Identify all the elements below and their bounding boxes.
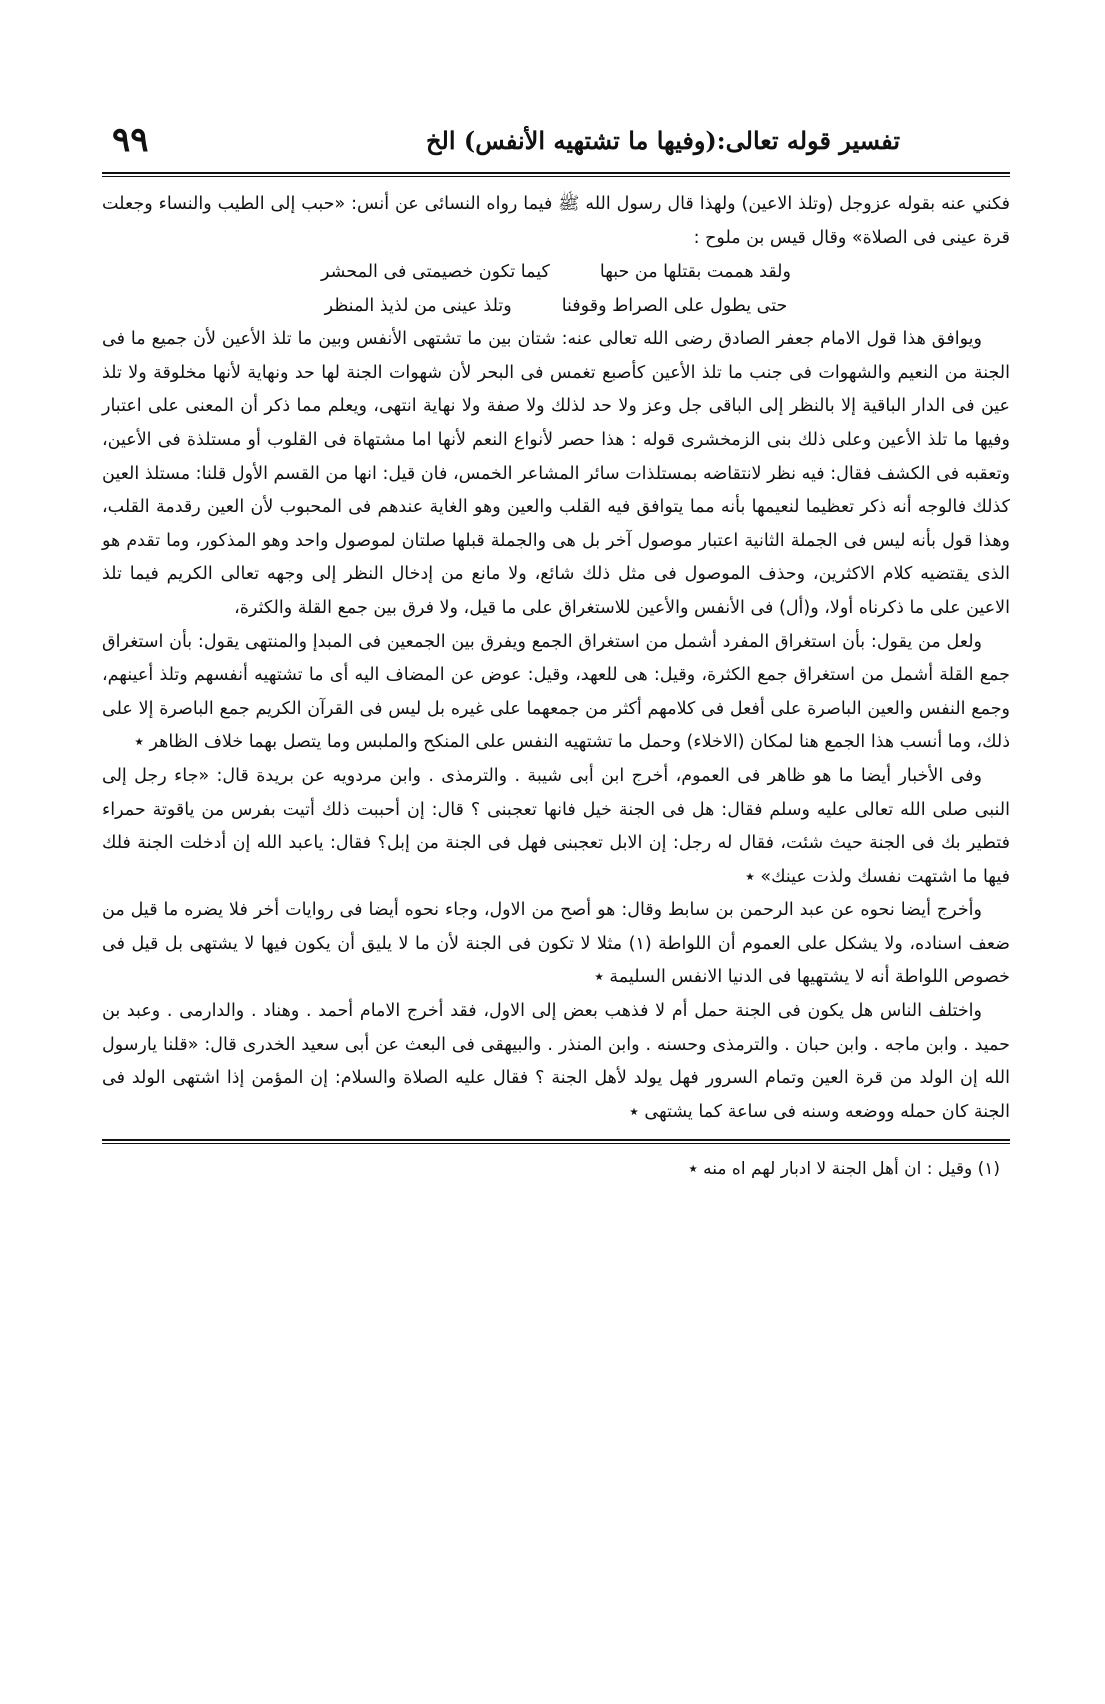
poem-line-1-second-hemistich: كيما تكون خصيمتى فى المحشر	[321, 262, 550, 283]
paragraph-childbirth-in-paradise: واختلف الناس هل يكون فى الجنة حمل أم لا فذهب بعض إلى الاول، فقد أخرج الامام أحمد . وهناد . والدارمى . وعبد بن حميد . وابن ماجه . وابن حبان . والترمذى وحسنه . وابن المنذر . والبيهقى فى البعث عن أبى سعيد الخدرى قال: «قلنا يارسول الله إن الولد من قرة العين وتمام السرور فهل يولد لأهل الجنة ؟ فقال عليه الصلاة والسلام: إن المؤمن إذا اشتهى الولد فى الجنة كان حمله ووضعه وسنه فى ساعة كما يشتهى ٭	[102, 1001, 1010, 1122]
poem-line-2-first-hemistich: حتى يطول على الصراط وقوفنا	[561, 296, 788, 317]
paragraph-hadith-buraydah: وفى الأخبار أيضا ما هو ظاهر فى العموم، أخرج ابن أبى شيبة . والترمذى . وابن مردويه عن بريدة قال: «جاء رجل إلى النبى صلى الله تعالى عليه وسلم فقال: هل فى الجنة خيل فانها تعجبنى ؟ قال: إن أحببت ذلك أتيت بفرس من ياقوتة حمراء فتطير بك فى الجنة حيث شئت، فقال له رجل: إن الابل تعجبنى فهل فى الجنة من إبل؟ فقال: ياعبد الله إن أدخلت الجنة فلك فيها ما اشتهت نفسك ولذت عينك» ٭	[102, 765, 1010, 887]
poem-line-2-second-hemistich: وتلذ عينى من لذيذ المنظر	[324, 296, 512, 317]
paragraph-abd-al-rahman: وأخرج أيضا نحوه عن عبد الرحمن بن سابط وقال: هو أصح من الاول، وجاء نحوه أيضا فى روايات أخر فلا يضره ما قيل من ضعف اسناده، ولا يشكل على العموم أن اللواطة (١) مثلا لا تكون فى الجنة لأن ما لا يليق أن يكون فيها لا يشتهى بل قيل فى خصوص اللواطة أنه لا يشتهيها فى الدنيا الانفس السليمة ٭	[102, 900, 1010, 988]
paragraph-jafar-saying: ويوافق هذا قول الامام جعفر الصادق رضى الله تعالى عنه: شتان بين ما تشتهى الأنفس وبين ما تلذ الأعين لأن جميع ما فى الجنة من النعيم والشهوات فى جنب ما تلذ الأعين كأصبع تغمس فى البحر لأن شهوات الجنة لها حد ونهاية لأنها مخلوقة ولا تلذ عين فى الدار الباقية إلا بالنظر إلى الباقى جل وعز ولا حد لذلك ولا صفة ولا نهاية انتهى، ويعلم مما ذكر أن المعنى على اعتبار وفيها ما تلذ الأعين وعلى ذلك بنى الزمخشرى قوله : هذا حصر لأنواع النعم لأنها اما مشتهاة فى القلوب أو مستلذة فى الأعين، وتعقبه فى الكشف فقال: فيه نظر لانتقاضه بمستلذات سائر المشاعر الخمس، فان قيل: انها من القسم الأول قلنا: مستلذ العين كذلك فالوجه أنه ذكر تعظيما لنعيمها بأنه مما يتوافق فيه القلب والعين وهو الغاية عندهم فى المحبوب لأن العين رقدمة القلب، وهذا قول بأنه ليس فى الجملة الثانية اعتبار موصول آخر بل هى والجملة قبلها صلتان لموصول واحد وهو المذكور، وما تقدم هو الذى يقتضيه كلام الاكثرين، وحذف الموصول فى مثل ذلك شائع، ولا مانع من إدخال النظر إلى وجهه تعالى الكريم فيما تلذ الاعين على ما ذكرناه أولا، و(أل) فى الأنفس والأعين للاستغراق على ما قيل، ولا فرق بين جمع القلة والكثرة،	[102, 329, 1010, 618]
page-header	[102, 118, 1010, 188]
poem-line-2	[102, 289, 1010, 323]
running-title: تفسير قوله تعالى:(وفيها ما تشتهيه الأنفس) الخ	[426, 126, 900, 155]
page	[0, 118, 1105, 1704]
header-rule	[102, 172, 1010, 177]
footnote: (١) وقيل : ان أهل الجنة لا ادبار لهم اه منه ٭	[688, 1159, 1000, 1180]
paragraph-istighraq: ولعل من يقول: بأن استغراق المفرد أشمل من استغراق الجمع ويفرق بين الجمعين فى المبدإ والمنتهى يقول: بأن استغراق جمع القلة أشمل من استغراق جمع الكثرة، وقيل: هى للعهد، وقيل: عوض عن المضاف اليه أى ما تشتهيه أنفسهم وتلذ أعينهم، وجمع النفس والعين الباصرة على أفعل فى كلامهم أكثر من جمعهما على غيره بل ليس فى القرآن الكريم جمع الباصرة إلا على ذلك، وما أنسب هذا الجمع هنا لمكان (الاخلاء) وحمل ما تشتهيه النفس على المنكح والملبس وما يتصل بهما خلاف الظاهر ٭	[102, 631, 1010, 753]
main-text	[102, 188, 1010, 1129]
poem-line-1-first-hemistich: ولقد هممت بقتلها من حبها	[599, 262, 791, 283]
paragraph-intro: فكني عنه بقوله عزوجل (وتلذ الاعين) ولهذا قال رسول الله ﷺ فيما رواه النسائى عن أنس: «حبب إلى الطيب والنساء وجعلت قرة عينى فى الصلاة» وقال قيس بن ملوح :	[102, 194, 1010, 248]
poem-line-1	[102, 255, 1010, 289]
footnote-rule	[102, 1139, 1010, 1144]
page-number: ٩٩	[112, 120, 149, 160]
